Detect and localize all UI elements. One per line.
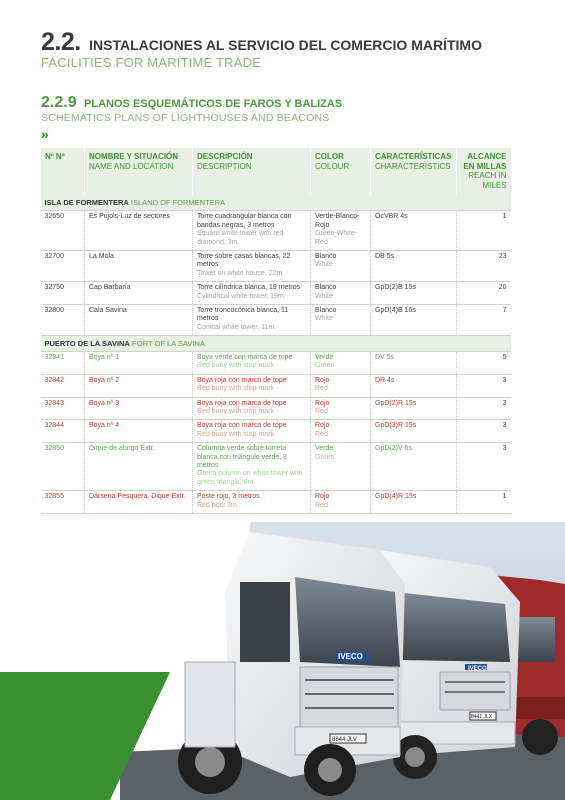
cell-reach: 3	[457, 374, 511, 397]
cell-colour: Blanco White	[311, 250, 371, 281]
table-row	[41, 491, 511, 514]
cell-reach: 7	[457, 304, 511, 335]
group-label-es: PUERTO DE LA SAVINA	[44, 339, 130, 349]
trucks-illustration	[0, 522, 565, 800]
table-header-row	[41, 148, 511, 195]
cell-number: 32750	[41, 282, 85, 305]
plate-right: 8441 JLX	[471, 714, 493, 720]
plate-left: 8844 JLV	[332, 737, 357, 743]
cell-colour: Rojo Red	[311, 491, 371, 514]
table-row	[41, 420, 511, 443]
col-header-reach: ALCANCE EN MILLAS REACH IN MILES	[457, 148, 511, 195]
cell-description: Torre troncocónica blanca, 11 metros Conical white tower, 11m.	[193, 304, 311, 335]
col-header-name: NOMBRE Y SITUACIÓN NAME AND LOCATION	[85, 148, 193, 195]
cell-characteristics: GpD(2)V 6s	[371, 443, 457, 491]
cell-number: 32841	[41, 352, 85, 375]
cell-reach: 3	[457, 420, 511, 443]
section-number: 2.2.9	[41, 94, 77, 111]
section-subtitle: SCHEMATICS PLANS OF LIGHTHOUSES AND BEACONS	[41, 112, 330, 124]
col-header-characteristics: CARACTERÍSTICAS CHARACTERISTICS	[371, 148, 457, 195]
cell-reach: 1	[457, 491, 511, 514]
table-row	[41, 397, 511, 420]
cell-name: Boya nº 3	[85, 397, 193, 420]
chapter-title: INSTALACIONES AL SERVICIO DEL COMERCIO MARÍTIMO	[89, 37, 482, 53]
cell-description: Torre cilíndrica blanca, 19 metros Cylindrical white tower, 19m.	[193, 282, 311, 305]
cell-name: Cala Savina	[85, 304, 193, 335]
col-header-description: DESCRIPCIÓN DESCRIPTION	[193, 148, 311, 195]
cell-number: 32850	[41, 443, 85, 491]
cell-description: Boya verde con marca de tope Red buoy with stop mark	[193, 352, 311, 375]
cell-number: 32650	[41, 211, 85, 251]
table-row	[41, 250, 511, 281]
chevron-right-icon: »	[41, 126, 49, 142]
cell-name: Cap Barbaría	[85, 282, 193, 305]
cell-name: Boya nº 2	[85, 374, 193, 397]
group-label	[41, 336, 511, 352]
cell-name: Boya nº 1	[85, 352, 193, 375]
cell-description: Boya roja con marca de tope Red buoy with stop mark	[193, 397, 311, 420]
col-header-number: Nº Nº	[41, 148, 85, 195]
cell-reach: 23	[457, 250, 511, 281]
chapter-number: 2.2.	[41, 28, 81, 56]
group-row	[41, 336, 511, 352]
cell-name: Es Pujols-Luz de sectores	[85, 211, 193, 251]
cell-name: La Mola	[85, 250, 193, 281]
chapter-header	[41, 28, 482, 70]
table-row	[41, 304, 511, 335]
cell-characteristics: GpD(3)R 19s	[371, 420, 457, 443]
cell-characteristics: DR 4s	[371, 374, 457, 397]
cell-number: 32842	[41, 374, 85, 397]
table-row	[41, 282, 511, 305]
cell-number: 32800	[41, 304, 85, 335]
cell-name: Boya nº 4	[85, 420, 193, 443]
cell-description: Torre sobre casas blancas, 22 metros Tower on white house, 22m.	[193, 250, 311, 281]
badge-left: IVECO	[338, 652, 363, 661]
cell-colour: Verde Green	[311, 443, 371, 491]
section-header	[41, 94, 342, 124]
cell-description: Boya roja con marca de tope Red buoy with stop mark	[193, 374, 311, 397]
group-label	[41, 195, 511, 211]
lighthouse-table	[40, 148, 511, 514]
cell-description: Torre cuadrangular blanca con bandas negras, 3 metros Square white tower with red diamond, 3m.	[193, 211, 311, 251]
cell-name: Dársena Pesquera. Dique Extr.	[85, 491, 193, 514]
cell-characteristics: DB 5s	[371, 250, 457, 281]
cell-number: 32843	[41, 397, 85, 420]
chapter-subtitle: FACILITIES FOR MARITIME TRADE	[41, 55, 262, 70]
cell-reach: 3	[457, 397, 511, 420]
table-row	[41, 352, 511, 375]
table-row	[41, 443, 511, 491]
col-header-colour: COLOR COLOUR	[311, 148, 371, 195]
cell-colour: Blanco White	[311, 304, 371, 335]
cell-description: Poste rojo, 3 metros Red post 3m.	[193, 491, 311, 514]
cell-colour: Rojo Red	[311, 374, 371, 397]
table-body	[41, 195, 511, 513]
cell-reach: 3	[457, 443, 511, 491]
cell-reach: 5	[457, 352, 511, 375]
cell-name: Dique de abrigo Extr.	[85, 443, 193, 491]
cell-number: 32700	[41, 250, 85, 281]
cell-reach: 1	[457, 211, 511, 251]
cell-description: Columna verde sobre torreta blanca con triángulo verde, 8 metros Green column on white tower with green triangle, 8m.	[193, 443, 311, 491]
table-row	[41, 211, 511, 251]
cell-characteristics: DV 5s	[371, 352, 457, 375]
cell-colour: Blanco White	[311, 282, 371, 305]
table-row	[41, 374, 511, 397]
badge-right: IVECO	[468, 666, 487, 672]
cell-characteristics: GpD(2)R 15s	[371, 397, 457, 420]
trucks-photo	[0, 522, 565, 800]
group-label-es: ISLA DE FORMENTERA	[44, 198, 129, 208]
cell-characteristics: GpD(4)R 15s	[371, 491, 457, 514]
cell-characteristics: GpD(2)B 15s	[371, 282, 457, 305]
group-row	[41, 195, 511, 211]
cell-colour: Rojo Red	[311, 420, 371, 443]
group-label-en: ISLAND OF FORMENTERA	[130, 198, 226, 208]
cell-colour: Verde-Blanco-Rojo Green-White-Red	[311, 211, 371, 251]
cell-colour: Rojo Red	[311, 397, 371, 420]
cell-number: 32844	[41, 420, 85, 443]
group-label-en: PORT OF LA SAVINA	[131, 339, 205, 349]
cell-characteristics: GpD(4)B 16s	[371, 304, 457, 335]
section-title: PLANOS ESQUEMÁTICOS DE FAROS Y BALIZAS	[84, 98, 343, 110]
cell-description: Boya roja con marca de tope Red buoy with stop mark	[193, 420, 311, 443]
cell-reach: 20	[457, 282, 511, 305]
cell-characteristics: OcVBR 4s	[371, 211, 457, 251]
cell-number: 32855	[41, 491, 85, 514]
cell-colour: Verde Green	[311, 352, 371, 375]
